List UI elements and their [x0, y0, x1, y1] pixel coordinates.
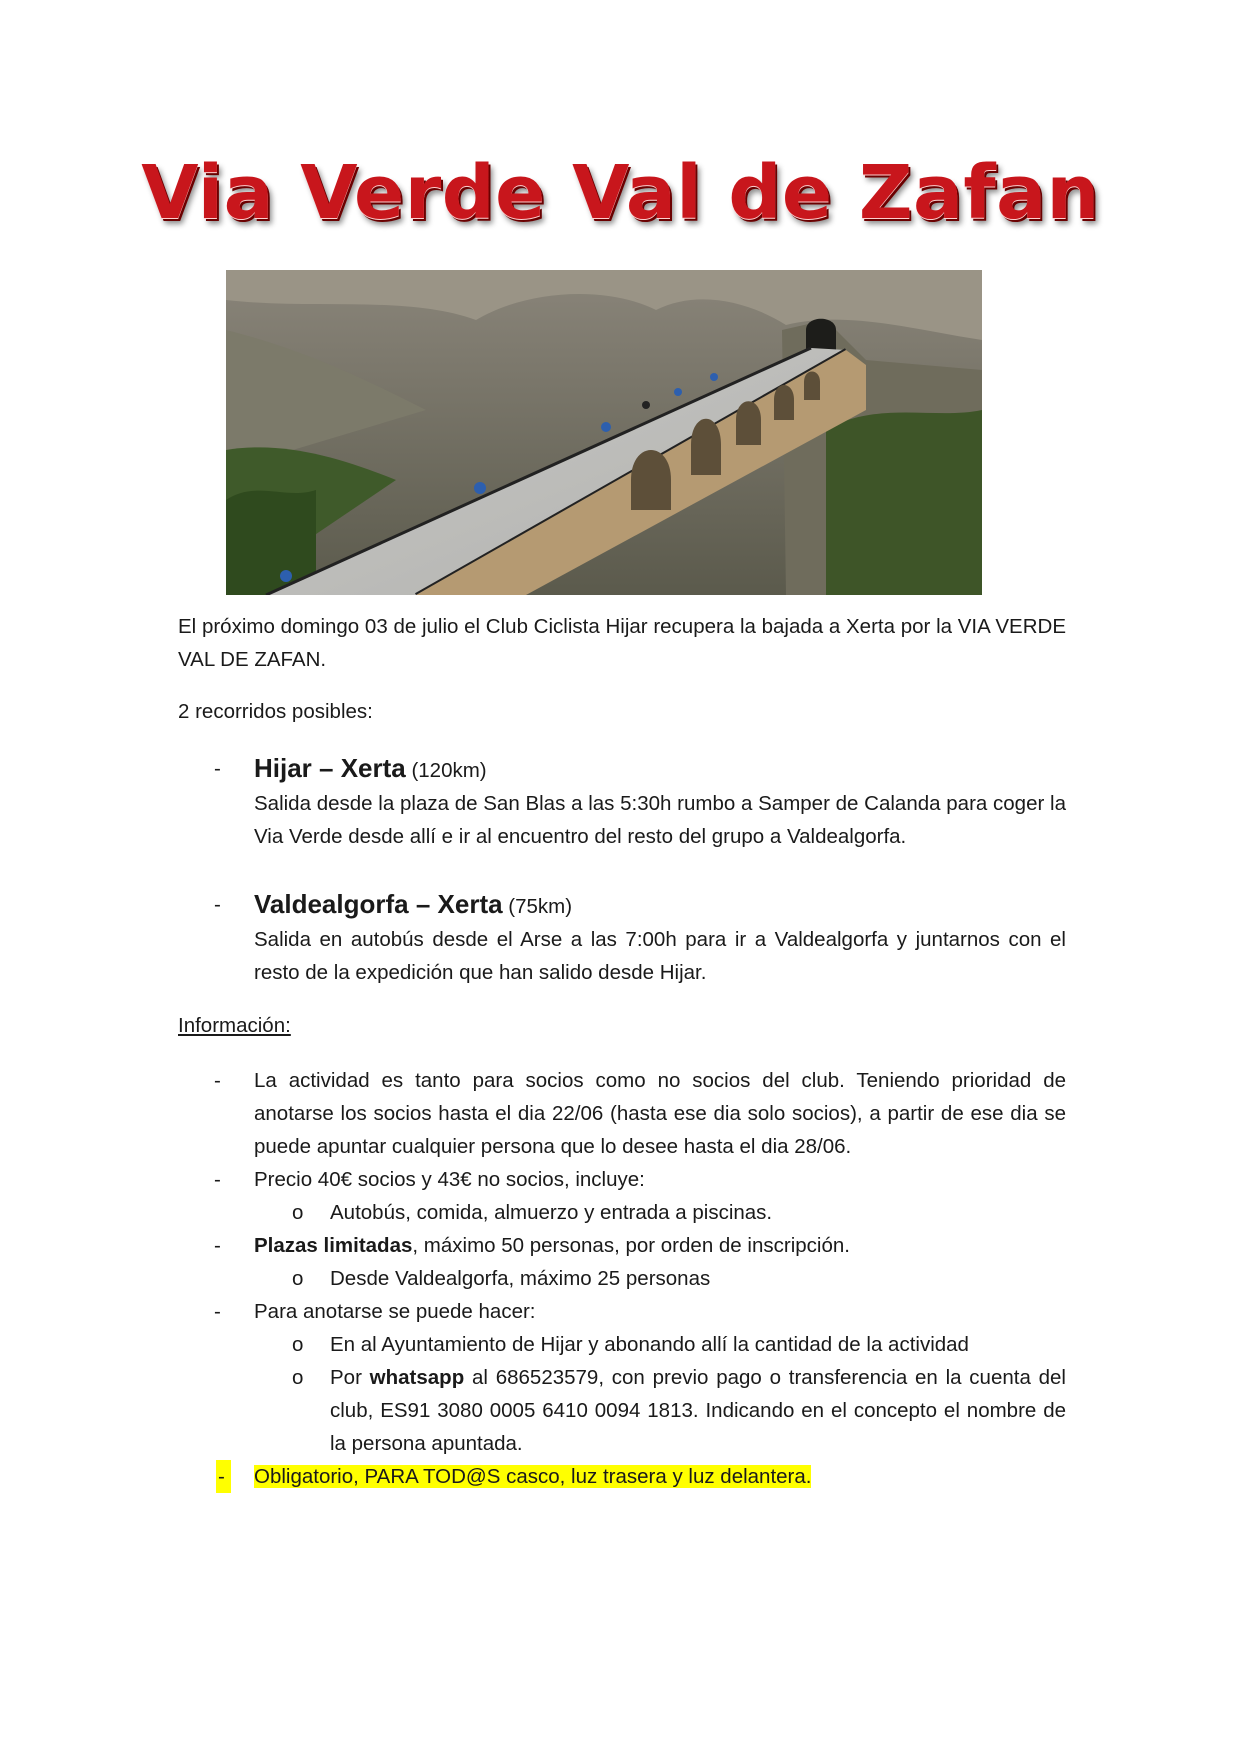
signup-sub1-text: En al Ayuntamiento de Hijar y abonando allí la cantidad de la actividad [330, 1333, 969, 1356]
viaduct-photo [226, 270, 982, 595]
route-item [178, 752, 1066, 853]
list-bullet: o [292, 1267, 304, 1290]
route-distance: (75km) [508, 895, 573, 918]
signup-subitem [292, 1361, 1066, 1460]
route-name: Valdealgorfa – Xerta [254, 889, 503, 919]
intro-paragraph: El próximo domingo 03 de julio el Club Ciclista Hijar recupera la bajada a Xerta por la VIA VERDE VAL DE ZAFAN. [178, 615, 1066, 671]
list-dash: - [214, 1069, 221, 1092]
list-dash: - [214, 757, 221, 780]
signup-text: Para anotarse se puede hacer: [254, 1300, 536, 1323]
signup-sub2-prefix: Por [330, 1366, 370, 1389]
list-dash: - [214, 1168, 221, 1191]
signup-sub2-text: al 686523579, con previo pago o transferencia en la cuenta del club, ES91 3080 0005 6410 0094 1813. Indicando en el concepto el nombre de la persona apuntada. [330, 1366, 1066, 1455]
mandatory-text: Obligatorio, PARA TOD@S casco, luz trasera y luz delantera. [254, 1465, 812, 1488]
whatsapp-label: whatsapp [369, 1366, 465, 1389]
info-section [178, 1009, 1066, 1493]
price-sub-text: Autobús, comida, almuerzo y entrada a piscinas. [330, 1201, 773, 1224]
route-name: Hijar – Xerta [254, 753, 406, 783]
price-subitem [292, 1196, 1066, 1229]
places-text: , máximo 50 personas, por orden de inscripción. [412, 1234, 850, 1257]
route-distance: (120km) [411, 759, 487, 782]
list-dash: - [214, 1300, 221, 1323]
list-bullet: o [292, 1366, 304, 1389]
page-title: Via Verde Val de Zafan [141, 150, 1100, 236]
list-bullet: o [292, 1201, 304, 1224]
places-sub-text: Desde Valdealgorfa, máximo 25 personas [330, 1267, 711, 1290]
list-dash: - [214, 893, 221, 916]
list-dash: - [214, 1234, 221, 1257]
route-item [178, 888, 1066, 989]
places-subitem [292, 1262, 1066, 1295]
list-dash: - [216, 1460, 231, 1493]
route-description: Salida desde la plaza de San Blas a las 5:30h rumbo a Samper de Calanda para coger la Via Verde desde allí e ir al encuentro del resto del grupo a Valdealgorfa. [254, 792, 1066, 848]
activity-text: La actividad es tanto para socios como no socios del club. Teniendo prioridad de anotarse los socios hasta el dia 22/06 (hasta ese dia solo socios), a partir de ese dia se puede apuntar cualquier persona que lo desee hasta el dia 28/06. [254, 1069, 1066, 1158]
routes-intro: 2 recorridos posibles: [178, 700, 373, 723]
route-description: Salida en autobús desde el Arse a las 7:00h para ir a Valdealgorfa y juntarnos con el resto de la expedición que han salido desde Hijar. [254, 928, 1066, 984]
info-item-places [214, 1229, 1066, 1262]
places-bold-text: Plazas limitadas [254, 1234, 413, 1257]
price-text: Precio 40€ socios y 43€ no socios, incluye: [254, 1168, 645, 1191]
info-item-signup [214, 1295, 1066, 1328]
info-item-price [214, 1163, 1066, 1196]
info-item-activity [214, 1064, 1066, 1163]
info-heading: Información: [178, 1014, 291, 1037]
signup-subitem [292, 1328, 1066, 1361]
list-bullet: o [292, 1333, 304, 1356]
info-item-mandatory [218, 1460, 1066, 1493]
